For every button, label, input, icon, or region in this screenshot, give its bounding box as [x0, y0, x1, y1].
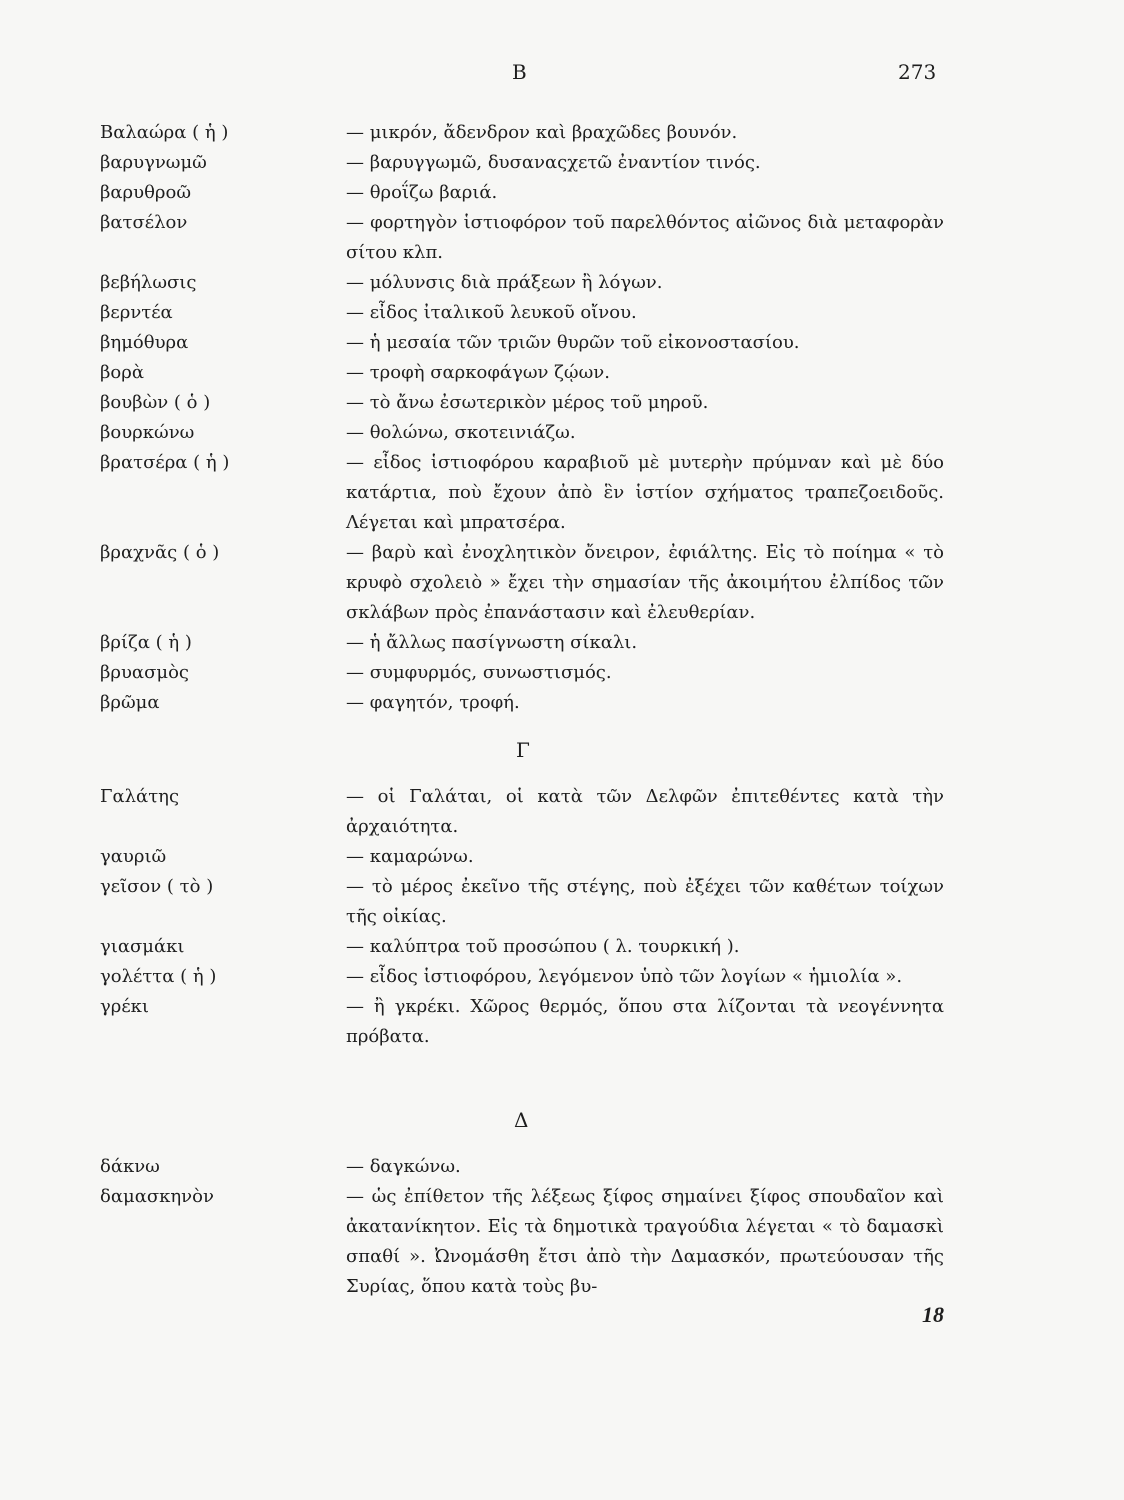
entry-term: γαυριῶ: [100, 846, 167, 867]
entry-definition: — τὸ ἄνω ἐσωτερικὸν μέρος τοῦ μηροῦ.: [346, 392, 709, 413]
entry-term: γεῖσον ( τὸ ): [100, 876, 214, 897]
entry-term: δάκνω: [100, 1156, 160, 1177]
entry-term: βορὰ: [100, 362, 144, 383]
entry-definition: — θροΐζω βαριά.: [346, 182, 498, 203]
entry-term: γρέκι: [100, 996, 149, 1017]
entry: [0, 448, 1124, 538]
entry-definition: — οἱ Γαλάται, οἱ κατὰ τῶν Δελφῶν ἐπιτεθέντες κατὰ τὴν ἀρχαιότητα.: [346, 786, 944, 837]
entry-definition: — εἶδος ἱστιοφόρου καραβιοῦ μὲ μυτερὴν πρύμναν καὶ μὲ δύο κατάρτια, ποὺ ἔχουν ἀπὸ ἓν ἱστίον σχήματος τραπεζοειδοῦς. Λέγεται καὶ μπρατσέρα.: [346, 452, 944, 533]
entry-term: βατσέλον: [100, 212, 188, 233]
entry: [0, 358, 1124, 388]
entry-term: βρίζα ( ἡ ): [100, 632, 192, 653]
entry-term: βουβὼν ( ὁ ): [100, 392, 211, 413]
entry-term: βαρυθροῶ: [100, 182, 192, 203]
entry: [0, 118, 1124, 148]
printer-signature-mark: 18: [922, 1302, 944, 1327]
entry-definition: — καλύπτρα τοῦ προσώπου ( λ. τουρκική ).: [346, 936, 740, 957]
entry-definition: — εἶδος ἱστιοφόρου, λεγόμενον ὑπὸ τῶν λογίων « ἡμιολία ».: [346, 966, 903, 987]
running-header-letter: Β: [512, 60, 527, 84]
entry-term: Βαλαώρα ( ἡ ): [100, 122, 229, 143]
entry: [0, 148, 1124, 178]
entry-definition: — καμαρώνω.: [346, 846, 474, 867]
entry: [0, 328, 1124, 358]
entry-definition: — ἡ ἄλλως πασίγνωστη σίκαλι.: [346, 632, 638, 653]
entry-term: βερντέα: [100, 302, 173, 323]
entry-definition: — βαρυγγωμῶ, δυσαναςχετῶ ἐναντίον τινός.: [346, 152, 761, 173]
entry: [0, 992, 1124, 1052]
section-beta: [0, 118, 1124, 718]
entry: [0, 298, 1124, 328]
entry-definition: — ἢ γκρέκι. Χῶρος θερμός, ὅπου στα λίζονται τὰ νεογέννητα πρόβατα.: [346, 996, 944, 1047]
entry-definition: — ἡ μεσαία τῶν τριῶν θυρῶν τοῦ εἰκονοστασίου.: [346, 332, 800, 353]
entry-term: βρῶμα: [100, 692, 160, 713]
entry-term: βεβήλωσις: [100, 272, 197, 293]
entry-definition: — θολώνω, σκοτεινιάζω.: [346, 422, 576, 443]
entry: [0, 932, 1124, 962]
entry-definition: — συμφυρμός, συνωστισμός.: [346, 662, 612, 683]
entry: [0, 962, 1124, 992]
section-letter-gamma: Γ: [516, 738, 530, 762]
entry-term: βρυασμὸς: [100, 662, 189, 683]
entry: [0, 178, 1124, 208]
entry-term: βαρυγνωμῶ: [100, 152, 207, 173]
entry-definition: — τροφὴ σαρκοφάγων ζῴων.: [346, 362, 610, 383]
entry-term: γιασμάκι: [100, 936, 185, 957]
entry-term: δαμασκηνὸν: [100, 1186, 214, 1207]
entry: [0, 658, 1124, 688]
entry-term: Γαλάτης: [100, 786, 180, 807]
entry-term: βραχνᾶς ( ὁ ): [100, 542, 220, 563]
entry-term: βημόθυρα: [100, 332, 189, 353]
entry: [0, 872, 1124, 932]
entry: [0, 418, 1124, 448]
section-gamma: [0, 782, 1124, 1052]
entry-term: γολέττα ( ἡ ): [100, 966, 217, 987]
entry-term: βρατσέρα ( ἡ ): [100, 452, 230, 473]
entry: [0, 1152, 1124, 1182]
entry: [0, 688, 1124, 718]
entry: [0, 268, 1124, 298]
entry: [0, 538, 1124, 628]
section-delta: [0, 1152, 1124, 1302]
entry-definition: — ὡς ἐπίθετον τῆς λέξεως ξίφος σημαίνει ξίφος σπουδαῖον καὶ ἀκατανίκητον. Εἰς τὰ δημοτικὰ τραγούδια λέγεται « τὸ δαμασκὶ σπαθί ». Ὠνομάσθη ἔτσι ἀπὸ τὴν Δαμασκόν, πρωτεύουσαν τῆς Συρίας, ὅπου κατὰ τοὺς βυ-: [346, 1186, 944, 1297]
entry-definition: — εἶδος ἰταλικοῦ λευκοῦ οἴνου.: [346, 302, 637, 323]
entry: [0, 782, 1124, 842]
entry-definition: — μόλυνσις διὰ πράξεων ἢ λόγων.: [346, 272, 663, 293]
entry: [0, 1182, 1124, 1302]
entry-definition: — δαγκώνω.: [346, 1156, 461, 1177]
entry: [0, 388, 1124, 418]
entry-definition: — μικρόν, ἄδενδρον καὶ βραχῶδες βουνόν.: [346, 122, 738, 143]
entry-term: βουρκώνω: [100, 422, 195, 443]
entry-definition: — φαγητόν, τροφή.: [346, 692, 520, 713]
entry: [0, 628, 1124, 658]
entry: [0, 842, 1124, 872]
entry-definition: — φορτηγὸν ἱστιοφόρον τοῦ παρελθόντος αἰῶνος διὰ μεταφορὰν σίτου κλπ.: [346, 212, 944, 263]
entry: [0, 208, 1124, 268]
section-letter-delta: Δ: [514, 1108, 529, 1132]
page-number: 273: [898, 60, 937, 84]
entry-definition: — βαρὺ καὶ ἐνοχλητικὸν ὄνειρον, ἐφιάλτης. Εἰς τὸ ποίημα « τὸ κρυφὸ σχολειὸ » ἔχει τὴν σημασίαν τῆς ἀκοιμήτου ἐλπίδος τῶν σκλάβων πρὸς ἐπανάστασιν καὶ ἐλευθερίαν.: [346, 542, 944, 623]
entry-definition: — τὸ μέρος ἐκεῖνο τῆς στέγης, ποὺ ἐξέχει τῶν καθέτων τοίχων τῆς οἰκίας.: [346, 876, 944, 927]
